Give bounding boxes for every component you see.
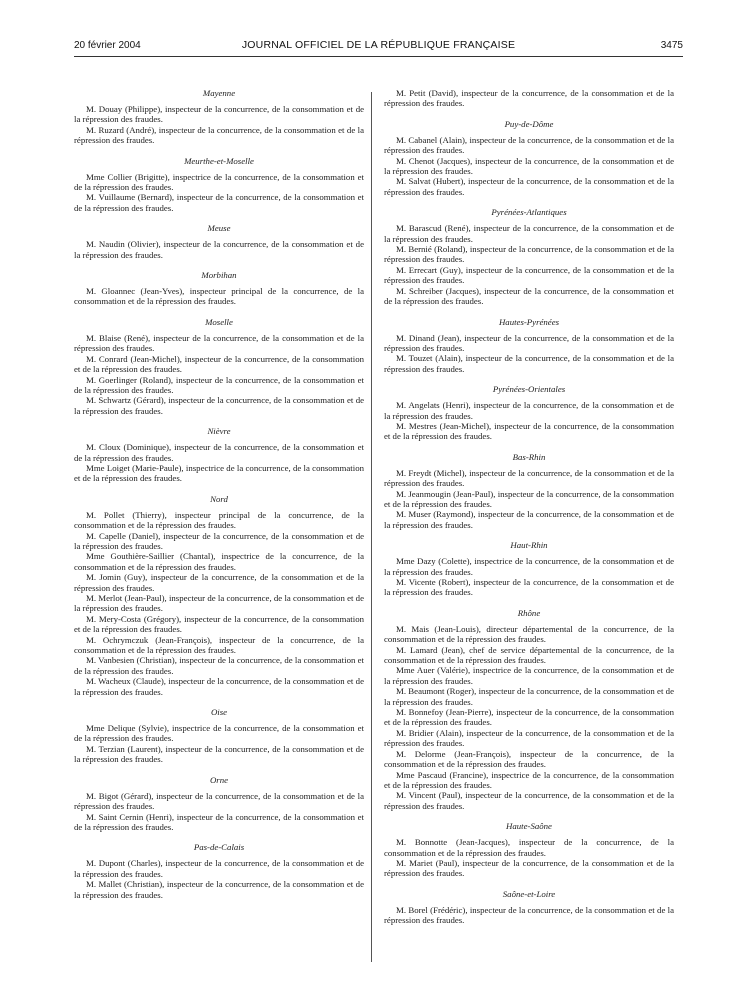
right-column — [384, 88, 674, 926]
department-heading: Moselle — [205, 316, 233, 327]
appointment-entry: M. Bernié (Roland), inspecteur de la concurrence, de la consommation et de la répression des fraudes. — [384, 244, 674, 265]
appointment-entry: M. Delorme (Jean-François), inspecteur de la concurrence, de la consommation et de la répression des fraudes. — [384, 748, 674, 770]
appointment-entry: M. Ruzard (André), inspecteur de la concurrence, de la consommation et de la répression des fraudes. — [74, 124, 364, 146]
department-heading: Meuse — [207, 223, 231, 234]
appointment-entry: M. Mallet (Christian), inspecteur de la concurrence, de la consommation et de la répression des fraudes. — [74, 879, 364, 900]
column-separator — [371, 92, 372, 962]
appointment-entry: M. Cloux (Dominique), inspecteur de la concurrence, de la consommation et de la répression des fraudes. — [74, 442, 364, 463]
appointment-entry: M. Bonnefoy (Jean-Pierre), inspecteur de la concurrence, de la consommation et de la répression des fraudes. — [384, 707, 674, 728]
appointment-entry: M. Beaumont (Roger), inspecteur de la concurrence, de la consommation et de la répression des fraudes. — [384, 686, 674, 707]
appointment-entry: M. Douay (Philippe), inspecteur de la concurrence, de la consommation et de la répression des fraudes. — [74, 104, 364, 125]
appointment-entry: M. Lamard (Jean), chef de service départemental de la concurrence, de la consommation et de la répression des fraudes. — [384, 644, 674, 666]
appointment-entry: M. Goerlinger (Roland), inspecteur de la concurrence, de la consommation et de la répression des fraudes. — [74, 374, 364, 395]
appointment-entry: M. Jeanmougin (Jean-Paul), inspecteur de la concurrence, de la consommation et de la répression des fraudes. — [384, 488, 674, 509]
appointment-entry: M. Ochrymczuk (Jean-François), inspecteur de la concurrence, de la consommation et de la répression des fraudes. — [74, 634, 364, 656]
appointment-entry: M. Petit (David), inspecteur de la concurrence, de la consommation et de la répression des fraudes. — [384, 88, 674, 109]
appointment-entry: M. Muser (Raymond), inspecteur de la concurrence, de la consommation et de la répression des fraudes. — [384, 509, 674, 530]
appointment-entry: M. Capelle (Daniel), inspecteur de la concurrence, de la consommation et de la répression des fraudes. — [74, 530, 364, 551]
appointment-entry: M. Bigot (Gérard), inspecteur de la concurrence, de la consommation et de la répression des fraudes. — [74, 790, 364, 812]
appointment-entry: M. Bridier (Alain), inspecteur de la concurrence, de la consommation et de la répression des fraudes. — [384, 727, 674, 749]
appointment-entry: M. Touzet (Alain), inspecteur de la concurrence, de la consommation et de la répression des fraudes. — [384, 353, 674, 374]
appointment-entry: M. Saint Cernin (Henri), inspecteur de la concurrence, de la consommation et de la répression des fraudes. — [74, 811, 364, 832]
appointment-entry: M. Salvat (Hubert), inspecteur de la concurrence, de la consommation et de la répression des fraudes. — [384, 176, 674, 197]
appointment-entry: Mme Delique (Sylvie), inspectrice de la concurrence, de la consommation et de la répression des fraudes. — [74, 723, 364, 744]
department-heading: Mayenne — [202, 88, 236, 98]
journal-title: JOURNAL OFFICIEL DE LA RÉPUBLIQUE FRANÇAISE — [241, 39, 516, 51]
appointment-entry: M. Schwartz (Gérard), inspecteur de la concurrence, de la consommation et de la répression des fraudes. — [74, 395, 364, 416]
appointment-entry: M. Mais (Jean-Louis), directeur départemental de la concurrence, de la consommation et de la répression des fraudes. — [384, 623, 674, 645]
department-heading: Haute-Saône — [506, 821, 552, 832]
department-heading: Hautes-Pyrénées — [498, 316, 560, 327]
page-number: 3475 — [660, 40, 683, 51]
department-heading: Pyrénées-Orientales — [492, 384, 566, 395]
appointment-entry: M. Jomin (Guy), inspecteur de la concurrence, de la consommation et de la répression des fraudes. — [74, 572, 364, 593]
header-rule — [74, 56, 683, 57]
department-heading: Haut-Rhin — [510, 540, 548, 551]
publication-date: 20 février 2004 — [74, 40, 141, 51]
appointment-entry: M. Naudin (Olivier), inspecteur de la concurrence, de la consommation et de la répression des fraudes. — [74, 239, 364, 260]
department-heading: Pyrénées-Atlantiques — [491, 207, 567, 218]
department-heading: Meurthe-et-Moselle — [184, 155, 254, 166]
appointment-entry: M. Terzian (Laurent), inspecteur de la concurrence, de la consommation et de la répression des fraudes. — [74, 743, 364, 765]
appointment-entry: M. Conrard (Jean-Michel), inspecteur de la concurrence, de la consommation et de la répression des fraudes. — [74, 353, 364, 375]
appointment-entry: M. Merlot (Jean-Paul), inspecteur de la concurrence, de la consommation et de la répression des fraudes. — [74, 593, 364, 614]
appointment-entry: M. Dupont (Charles), inspecteur de la concurrence, de la consommation et de la répression des fraudes. — [74, 858, 364, 879]
appointment-entry: M. Mestres (Jean-Michel), inspecteur de la concurrence, de la consommation et de la répression des fraudes. — [384, 420, 674, 442]
appointment-entry: M. Cabanel (Alain), inspecteur de la concurrence, de la consommation et de la répression des fraudes. — [384, 134, 674, 156]
left-column — [74, 88, 364, 900]
department-heading: Saône-et-Loire — [502, 888, 556, 899]
appointment-entry: Mme Collier (Brigitte), inspectrice de la concurrence, de la consommation et de la répression des fraudes. — [74, 171, 364, 193]
department-heading: Bas-Rhin — [512, 451, 546, 462]
appointment-entry: M. Bonnotte (Jean-Jacques), inspecteur de la concurrence, de la consommation et de la répression des fraudes. — [384, 837, 674, 858]
appointment-entry: M. Mariet (Paul), inspecteur de la concurrence, de la consommation et de la répression des fraudes. — [384, 857, 674, 879]
appointment-entry: M. Angelats (Henri), inspecteur de la concurrence, de la consommation et de la répression des fraudes. — [384, 400, 674, 421]
appointment-entry: Mme Gouthière-Saillier (Chantal), inspectrice de la concurrence, de la consommation et de la répression des fraudes. — [74, 551, 364, 572]
page-header — [74, 38, 683, 54]
appointment-entry: M. Vicente (Robert), inspecteur de la concurrence, de la consommation et de la répression des fraudes. — [384, 577, 674, 598]
appointment-entry: M. Barascud (René), inspecteur de la concurrence, de la consommation et de la répression des fraudes. — [384, 223, 674, 244]
appointment-entry: M. Vanbesien (Christian), inspecteur de la concurrence, de la consommation et de la répression des fraudes. — [74, 655, 364, 676]
appointment-entry: M. Dinand (Jean), inspecteur de la concurrence, de la consommation et de la répression des fraudes. — [384, 332, 674, 353]
department-heading: Oise — [210, 707, 228, 718]
department-heading: Rhône — [517, 607, 541, 618]
appointment-entry: M. Vuillaume (Bernard), inspecteur de la concurrence, de la consommation et de la répression des fraudes. — [74, 192, 364, 213]
appointment-entry: Mme Dazy (Colette), inspectrice de la concurrence, de la consommation et de la répression des fraudes. — [384, 556, 674, 577]
appointment-entry: M. Borel (Frédéric), inspecteur de la concurrence, de la consommation et de la répression des fraudes. — [384, 904, 674, 926]
appointment-entry: M. Vincent (Paul), inspecteur de la concurrence, de la consommation et de la répression des fraudes. — [384, 790, 674, 811]
appointment-entry: M. Freydt (Michel), inspecteur de la concurrence, de la consommation et de la répression des fraudes. — [384, 467, 674, 489]
appointment-entry: M. Chenot (Jacques), inspecteur de la concurrence, de la consommation et de la répression des fraudes. — [384, 155, 674, 177]
department-heading: Orne — [209, 774, 229, 785]
appointment-entry: Mme Loiget (Marie-Paule), inspectrice de la concurrence, de la consommation et de la répression des fraudes. — [74, 462, 364, 484]
appointment-entry: Mme Pascaud (Francine), inspectrice de la concurrence, de la consommation et de la répression des fraudes. — [384, 769, 674, 790]
appointment-entry: Mme Auer (Valérie), inspectrice de la concurrence, de la consommation et de la répression des fraudes. — [384, 665, 674, 686]
appointment-entry: M. Wacheux (Claude), inspecteur de la concurrence, de la consommation et de la répression des fraudes. — [74, 676, 364, 697]
appointment-entry: M. Pollet (Thierry), inspecteur principal de la concurrence, de la consommation et de la répression des fraudes. — [74, 509, 364, 531]
department-heading: Morbihan — [201, 270, 237, 281]
department-heading: Puy-de-Dôme — [504, 118, 554, 129]
appointment-entry: M. Schreiber (Jacques), inspecteur de la concurrence, de la consommation et de la répression des fraudes. — [384, 285, 674, 307]
appointment-entry: M. Mery-Costa (Grégory), inspecteur de la concurrence, de la consommation et de la répression des fraudes. — [74, 613, 364, 635]
appointment-entry: M. Blaise (René), inspecteur de la concurrence, de la consommation et de la répression des fraudes. — [74, 332, 364, 354]
appointment-entry: M. Errecart (Guy), inspecteur de la concurrence, de la consommation et de la répression des fraudes. — [384, 264, 674, 286]
appointment-entry: M. Gloannec (Jean-Yves), inspecteur principal de la concurrence, de la consommation et de la répression des fraudes. — [74, 286, 364, 307]
department-heading: Pas-de-Calais — [193, 842, 245, 853]
department-heading: Nièvre — [207, 426, 231, 437]
department-heading: Nord — [210, 493, 228, 504]
